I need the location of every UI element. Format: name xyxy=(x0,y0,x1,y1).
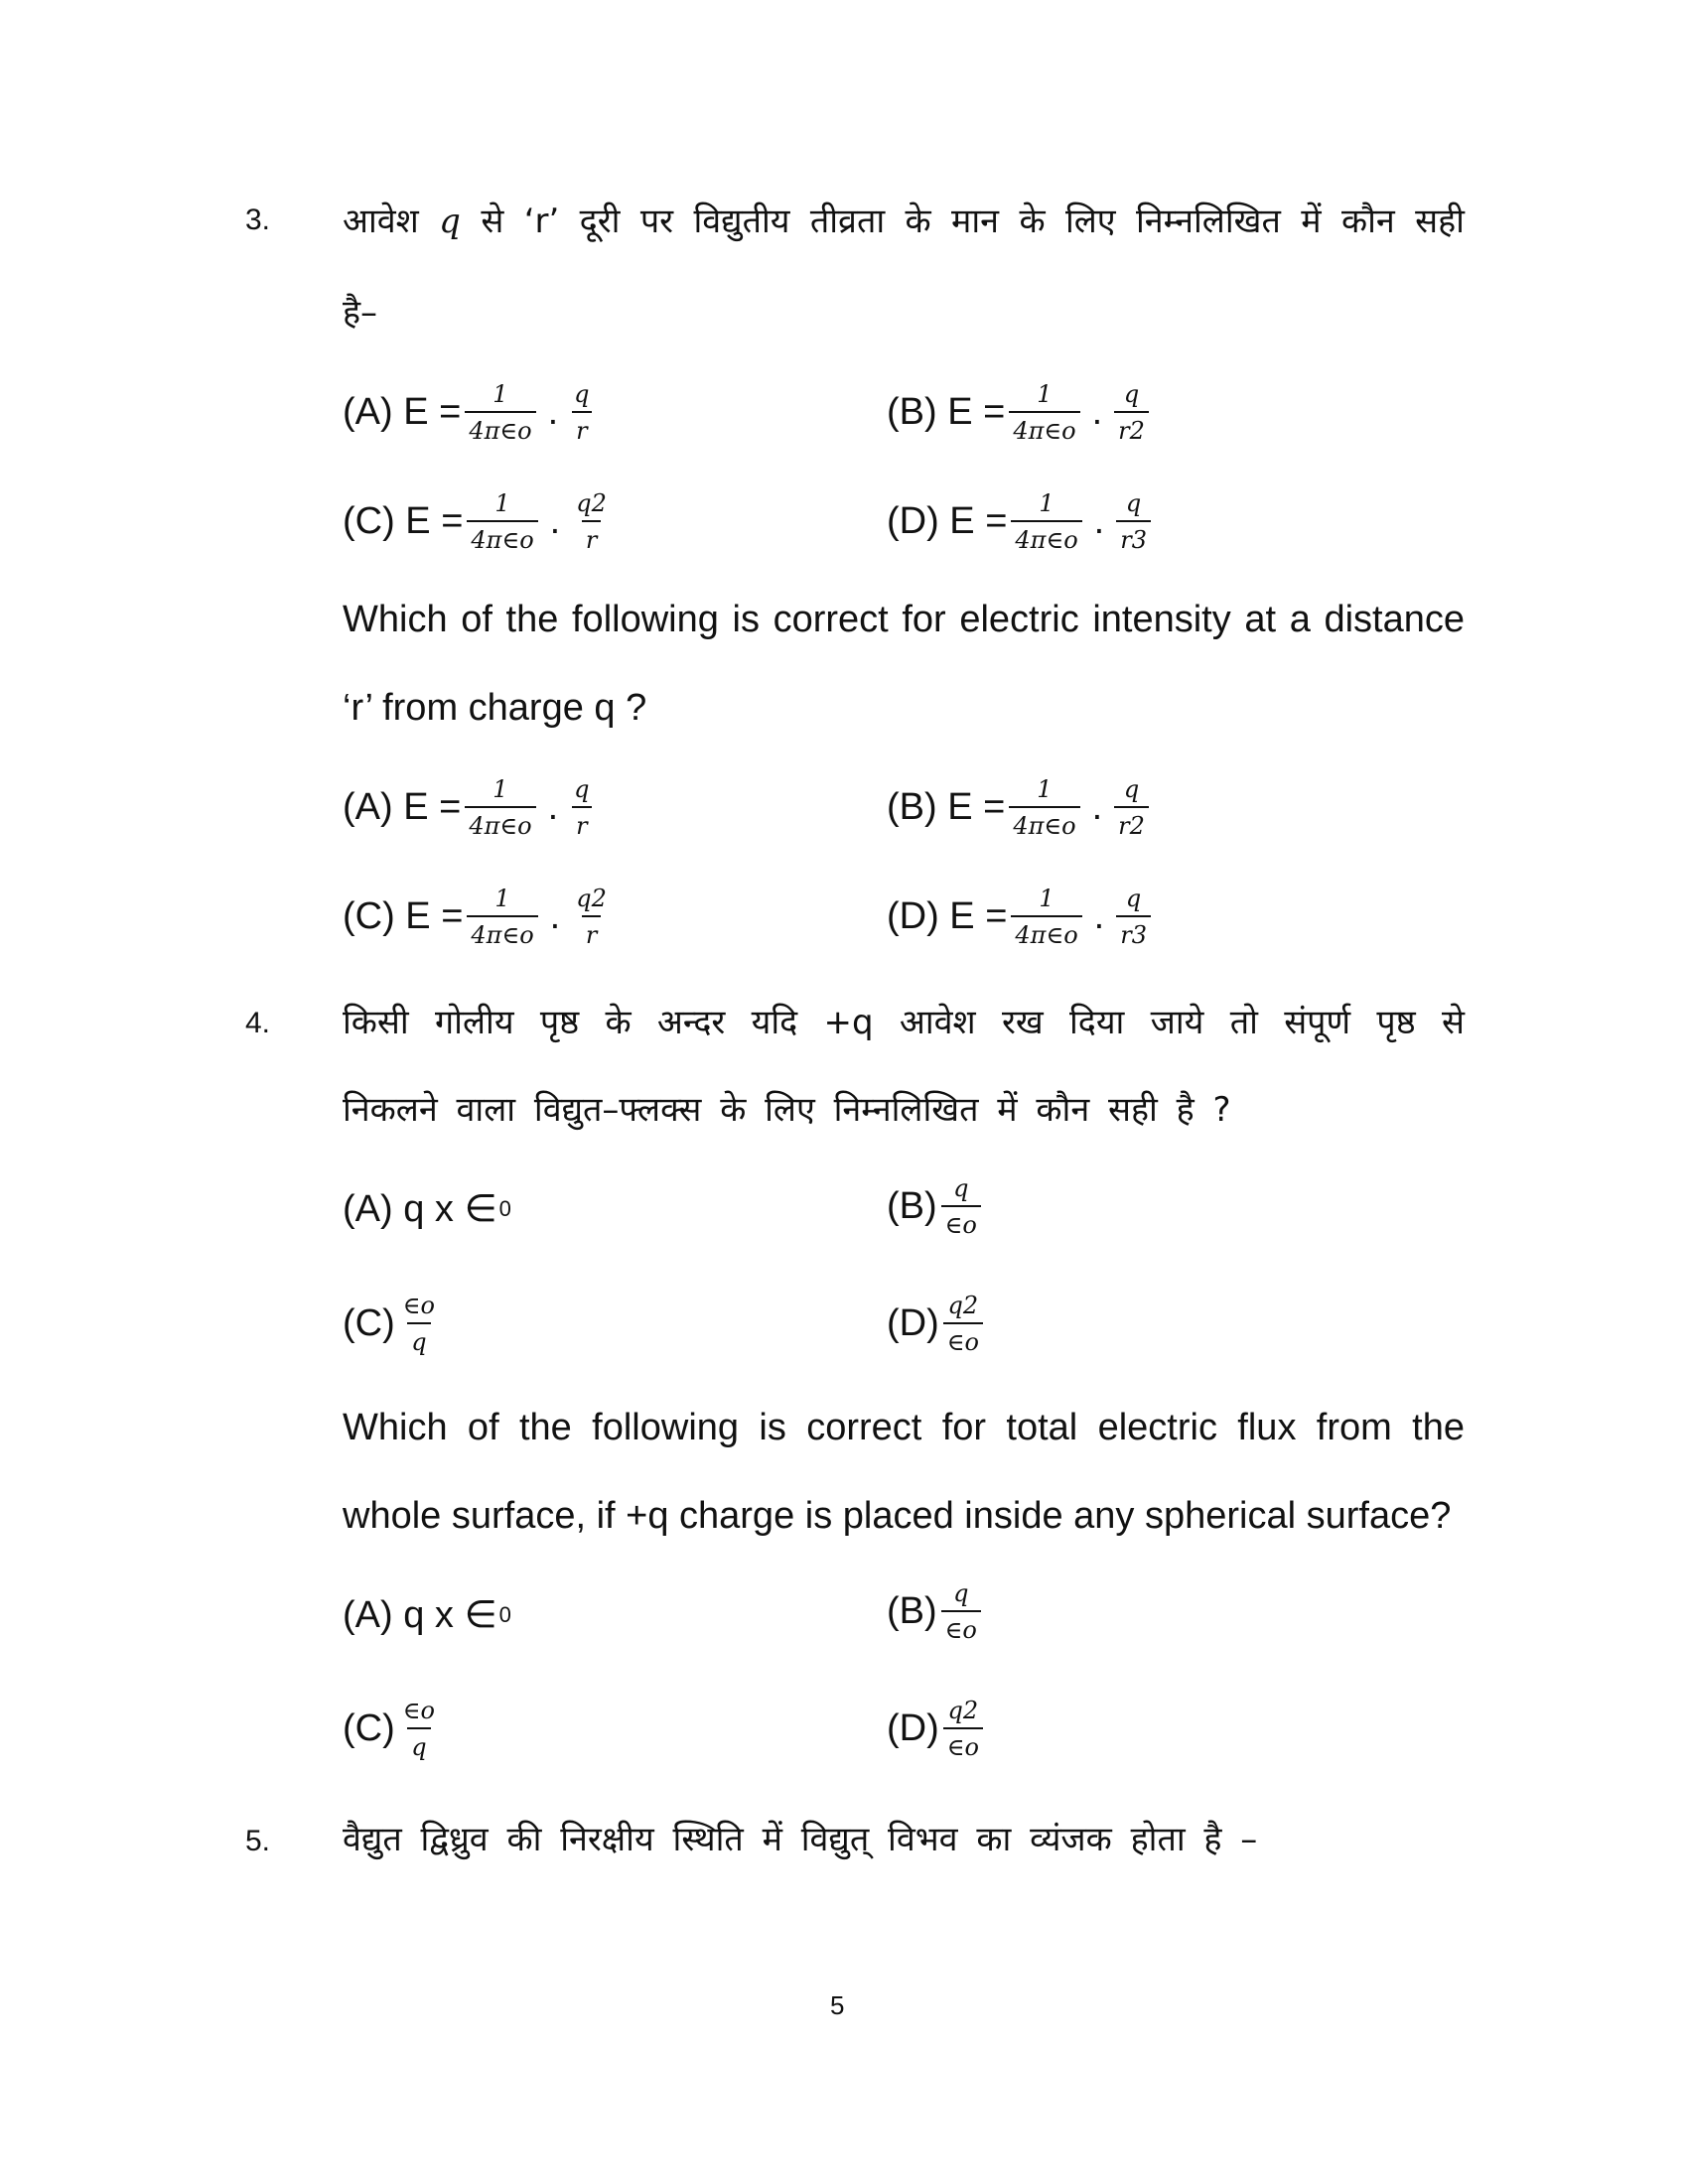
fraction-2 xyxy=(1116,488,1151,555)
fraction-denominator: 4π∈o xyxy=(467,520,537,555)
fraction-denominator: ∈o xyxy=(943,1322,983,1357)
fraction-numerator: q xyxy=(953,1174,969,1202)
fraction-denominator: r2 xyxy=(1114,806,1149,841)
option-label: (D) E = xyxy=(887,500,1008,542)
fraction-denominator: 4π∈o xyxy=(465,411,535,446)
fraction-denominator: q xyxy=(407,1727,430,1762)
fraction-numerator: 1 xyxy=(494,885,510,912)
fraction-numerator: q2 xyxy=(947,1697,979,1724)
option-label: (A) q x ∈ xyxy=(343,1188,497,1230)
fraction-2 xyxy=(570,774,593,841)
fraction-1 xyxy=(465,774,535,841)
fraction-denominator: ∈o xyxy=(941,1205,981,1240)
question-3-english-line-1: Which of the following is correct for electric intensity at a distance xyxy=(343,599,1465,640)
q3-hindi-word: आवेश xyxy=(343,202,419,241)
question-4-english-line-2: whole surface, if +q charge is placed inside any spherical surface? xyxy=(343,1495,1452,1537)
q4-en-option-b[interactable] xyxy=(887,1578,985,1645)
multiply-dot: . xyxy=(1093,500,1105,542)
option-label: (B) E = xyxy=(887,391,1006,433)
q3-hi-option-c[interactable] xyxy=(343,488,615,555)
option-label: (B) xyxy=(887,1590,937,1632)
q3-en-option-a[interactable] xyxy=(343,774,598,841)
fraction-denominator: 4π∈o xyxy=(467,915,537,950)
fraction-2 xyxy=(1114,774,1149,841)
multiply-dot: . xyxy=(547,786,559,828)
fraction-1 xyxy=(1011,884,1081,950)
fraction xyxy=(399,1696,439,1762)
fraction-numerator: 1 xyxy=(1037,380,1053,408)
fraction-2 xyxy=(1114,379,1149,446)
fraction-numerator: q xyxy=(1125,489,1142,517)
q4-en-option-c[interactable] xyxy=(343,1696,443,1762)
fraction-denominator: 4π∈o xyxy=(1009,806,1079,841)
question-5-hindi-line-1: वैद्युत द्विध्रुव की निरक्षीय स्थिति में विद्युत् विभव का व्यंजक होता है – xyxy=(343,1820,1258,1859)
fraction-numerator: q xyxy=(1125,885,1142,912)
fraction-2 xyxy=(572,488,611,555)
q3-en-option-d[interactable] xyxy=(887,884,1155,950)
fraction xyxy=(399,1291,439,1357)
fraction-1 xyxy=(467,884,537,950)
subscript-zero: 0 xyxy=(498,1601,511,1627)
question-3-hindi-line-2: है– xyxy=(343,293,378,333)
fraction-numerator: q xyxy=(1123,380,1140,408)
option-label: (B) xyxy=(887,1185,937,1227)
question-4-english-line-1: Which of the following is correct for total electric flux from the xyxy=(343,1407,1465,1448)
q3-hindi-q-symbol: q xyxy=(439,202,461,241)
option-label: (C) xyxy=(343,1707,395,1749)
fraction-2 xyxy=(570,379,593,446)
page-number: 5 xyxy=(830,1990,845,2020)
fraction-denominator: q xyxy=(407,1322,430,1357)
fraction-denominator: 4π∈o xyxy=(465,806,535,841)
multiply-dot: . xyxy=(549,500,561,542)
fraction-denominator: 4π∈o xyxy=(1009,411,1079,446)
q4-hi-option-b[interactable] xyxy=(887,1173,985,1240)
fraction-numerator: q xyxy=(574,380,590,408)
fraction xyxy=(941,1173,981,1240)
q4-hi-option-c[interactable] xyxy=(343,1291,443,1357)
fraction-numerator: q xyxy=(574,775,590,803)
fraction-denominator: ∈o xyxy=(941,1610,981,1645)
q4-hi-option-a[interactable] xyxy=(343,1186,511,1231)
multiply-dot: . xyxy=(549,895,561,937)
fraction-numerator: q xyxy=(953,1579,969,1607)
fraction-1 xyxy=(467,488,537,555)
fraction-denominator: 4π∈o xyxy=(1011,520,1081,555)
fraction-numerator: q xyxy=(1123,775,1140,803)
option-label: (C) xyxy=(343,1302,395,1344)
fraction-numerator: q2 xyxy=(947,1292,979,1319)
q3-hi-option-a[interactable] xyxy=(343,379,598,446)
option-label: (A) E = xyxy=(343,391,462,433)
q3-hindi-rest: से ‘r’ दूरी पर विद्युतीय तीव्रता के मान के लिए निम्नलिखित में कौन सही xyxy=(481,202,1465,241)
fraction-numerator: 1 xyxy=(492,775,508,803)
fraction-2 xyxy=(1116,884,1151,950)
fraction-denominator: 4π∈o xyxy=(1011,915,1081,950)
multiply-dot: . xyxy=(547,391,559,433)
q4-hi-option-d[interactable] xyxy=(887,1291,987,1357)
q3-en-option-b[interactable] xyxy=(887,774,1153,841)
fraction-denominator: r xyxy=(582,520,601,555)
fraction-denominator: r xyxy=(572,806,591,841)
option-label: (D) xyxy=(887,1302,939,1344)
q3-hi-option-b[interactable] xyxy=(887,379,1153,446)
fraction-numerator: ∈o xyxy=(402,1292,435,1319)
fraction xyxy=(941,1578,981,1645)
fraction-numerator: q2 xyxy=(576,885,607,912)
question-4-hindi-line-2: निकलने वाला विद्युत–फ्लक्स के लिए निम्नलिखित में कौन सही है ? xyxy=(343,1090,1231,1130)
fraction-denominator: r3 xyxy=(1116,915,1151,950)
option-label: (B) E = xyxy=(887,786,1006,828)
fraction-denominator: r xyxy=(572,411,591,446)
fraction-1 xyxy=(1009,774,1079,841)
fraction-2 xyxy=(572,884,611,950)
q4-en-option-a[interactable] xyxy=(343,1592,511,1637)
fraction-numerator: ∈o xyxy=(402,1697,435,1724)
q4-en-option-d[interactable] xyxy=(887,1696,987,1762)
fraction-numerator: 1 xyxy=(494,489,510,517)
option-label: (C) E = xyxy=(343,500,464,542)
multiply-dot: . xyxy=(1093,895,1105,937)
question-5-number: 5. xyxy=(245,1825,271,1857)
fraction-denominator: r3 xyxy=(1116,520,1151,555)
subscript-zero: 0 xyxy=(498,1195,511,1221)
fraction-1 xyxy=(1011,488,1081,555)
multiply-dot: . xyxy=(1091,786,1103,828)
option-label: (A) E = xyxy=(343,786,462,828)
option-label: (C) E = xyxy=(343,895,464,937)
fraction-numerator: 1 xyxy=(1039,885,1055,912)
fraction-denominator: r xyxy=(582,915,601,950)
fraction xyxy=(943,1291,983,1357)
question-4-hindi-line-1: किसी गोलीय पृष्ठ के अन्दर यदि +q आवेश रख दिया जाये तो संपूर्ण पृष्ठ से xyxy=(343,1003,1465,1042)
multiply-dot: . xyxy=(1091,391,1103,433)
fraction-numerator: 1 xyxy=(492,380,508,408)
question-4-number: 4. xyxy=(245,1007,271,1039)
question-3-english-line-2: ‘r’ from charge q ? xyxy=(343,687,647,729)
option-label: (D) E = xyxy=(887,895,1008,937)
fraction-denominator: ∈o xyxy=(943,1727,983,1762)
option-label: (A) q x ∈ xyxy=(343,1594,497,1636)
option-label: (D) xyxy=(887,1707,939,1749)
q3-en-option-c[interactable] xyxy=(343,884,615,950)
fraction-numerator: q2 xyxy=(576,489,607,517)
fraction-denominator: r2 xyxy=(1114,411,1149,446)
q3-hi-option-d[interactable] xyxy=(887,488,1155,555)
fraction-1 xyxy=(465,379,535,446)
fraction-1 xyxy=(1009,379,1079,446)
fraction-numerator: 1 xyxy=(1039,489,1055,517)
question-3-hindi-line-1 xyxy=(343,197,1465,242)
question-3-number: 3. xyxy=(245,204,271,236)
fraction xyxy=(943,1696,983,1762)
fraction-numerator: 1 xyxy=(1037,775,1053,803)
